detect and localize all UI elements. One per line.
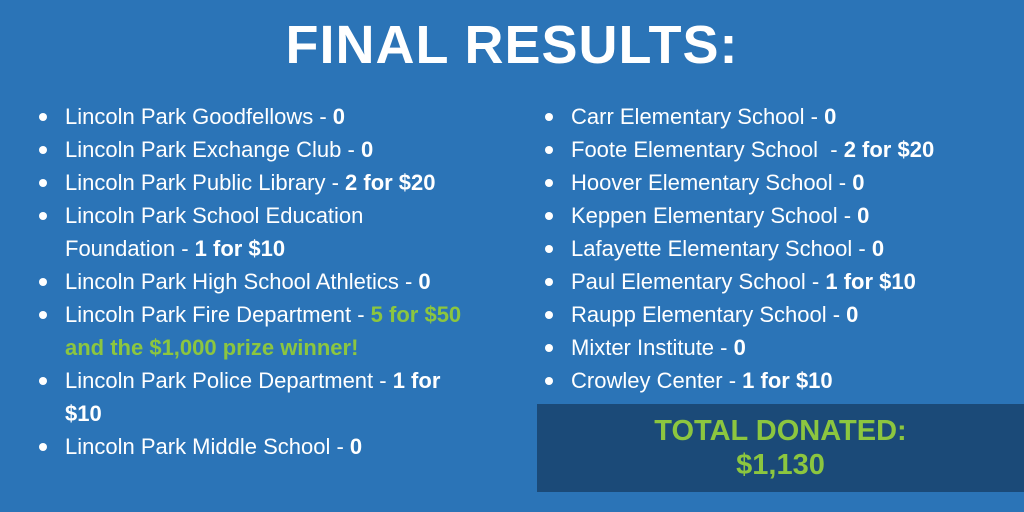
item-value: 0 (332, 104, 346, 129)
list-item (542, 364, 1012, 397)
list-item (36, 298, 498, 364)
item-value: 0 (852, 170, 865, 195)
item-value: 0 (871, 236, 885, 261)
item-name: Lincoln Park Public Library - (65, 170, 346, 195)
list-item (542, 232, 1012, 265)
item-value: 0 (824, 104, 837, 129)
prize-winner-value: 5 for $50 and the $1,000 prize winner! (65, 302, 462, 360)
item-value: 0 (857, 203, 870, 228)
list-item (36, 199, 498, 265)
item-name: Carr Elementary School - (571, 104, 825, 129)
item-name: Foote Elementary School - (571, 137, 844, 162)
list-item (36, 133, 498, 166)
page-title: FINAL RESULTS: (285, 15, 739, 75)
item-value: 0 (733, 335, 746, 360)
list-item (36, 100, 498, 133)
item-value: 1 for $10 (65, 368, 441, 426)
item-name: Hoover Elementary School - (571, 170, 853, 195)
item-name: Raupp Elementary School - (571, 302, 847, 327)
item-name: Lincoln Park Police Department - (65, 368, 393, 393)
item-name: Lincoln Park High School Athletics - (65, 269, 419, 294)
total-donated-box (537, 404, 1024, 492)
item-name: Lincoln Park Goodfellows - (65, 104, 333, 129)
list-item (542, 100, 1012, 133)
right-results-list (542, 100, 1012, 397)
item-name: Lincoln Park Middle School - (65, 434, 350, 459)
item-value: 0 (360, 137, 374, 162)
list-item (542, 265, 1012, 298)
list-item (36, 430, 498, 463)
list-item (36, 265, 498, 298)
item-value: 0 (349, 434, 363, 459)
list-item (36, 364, 498, 430)
item-name: Mixter Institute - (571, 335, 734, 360)
item-name: Lincoln Park Fire Department - (65, 302, 371, 327)
total-label: TOTAL DONATED: (654, 415, 907, 447)
list-item (542, 166, 1012, 199)
list-item (542, 298, 1012, 331)
total-amount: $1,130 (736, 449, 825, 481)
item-name: Lafayette Elementary School - (571, 236, 872, 261)
item-value: 2 for $20 (345, 170, 436, 195)
item-name: Paul Elementary School - (571, 269, 826, 294)
list-item (542, 331, 1012, 364)
item-name: Crowley Center - (571, 368, 743, 393)
list-item (542, 133, 1012, 166)
item-value: 1 for $10 (194, 236, 286, 261)
item-name: Keppen Elementary School - (571, 203, 858, 228)
item-name: Lincoln Park School Education Foundation - (65, 203, 364, 261)
item-value: 0 (846, 302, 859, 327)
item-value: 1 for $10 (742, 368, 833, 393)
item-value: 1 for $10 (825, 269, 916, 294)
item-name: Lincoln Park Exchange Club - (65, 137, 361, 162)
item-value: 2 for $20 (843, 137, 935, 162)
list-item (542, 199, 1012, 232)
item-value: 0 (418, 269, 431, 294)
left-results-list (36, 100, 498, 463)
list-item (36, 166, 498, 199)
